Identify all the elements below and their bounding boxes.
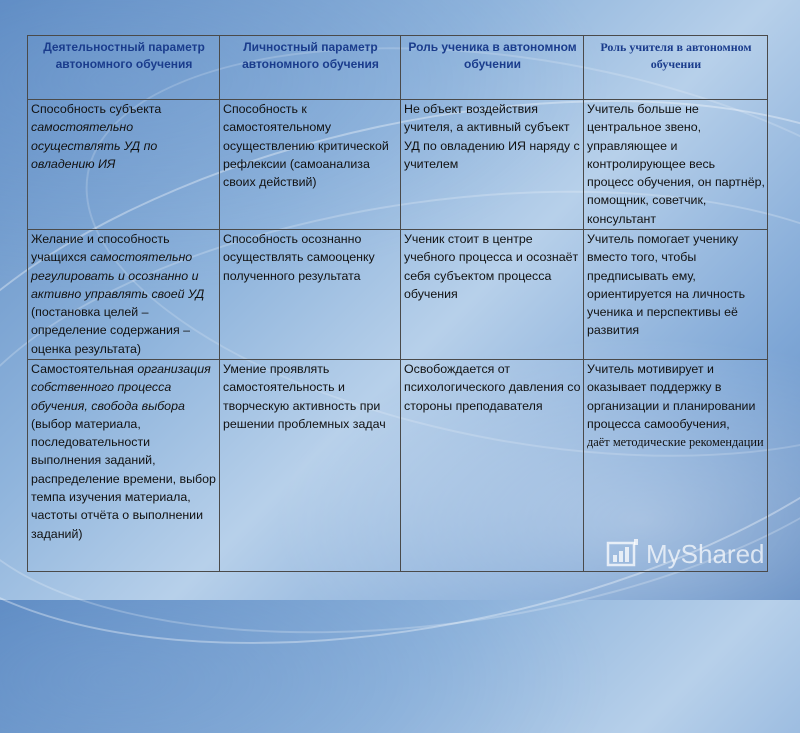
comparison-table (27, 35, 768, 572)
table-row (28, 100, 768, 230)
cell-text: Способность субъекта (31, 102, 162, 116)
cell-personal: Способность к самостоятельному осуществлению критической рефлексии (самоанализа своих действий) (220, 100, 401, 230)
cell-personal: Умение проявлять самостоятельность и творческую активность при решении проблемных задач (220, 360, 401, 572)
cell-teacher-role (584, 230, 768, 360)
header-student-role: Роль ученика в автономном обучении (401, 36, 584, 100)
header-personal-parameter: Личностный параметр автономного обучения (220, 36, 401, 100)
cell-text-italic: самостоятельно осуществлять УД по овладению ИЯ (31, 120, 158, 171)
watermark (606, 536, 765, 572)
cell-student-role: Освобождается от психологического давления со стороны преподавателя (401, 360, 584, 572)
cell-personal: Способность осознанно осуществлять самооценку полученного результата (220, 230, 401, 360)
table-header-row (28, 36, 768, 100)
cell-text: Самостоятельная (31, 362, 138, 376)
cell-student-role: Не объект воздействия учителя, а активный субъект УД по овладению ИЯ наряду с учителем (401, 100, 584, 230)
table-row (28, 230, 768, 360)
cell-text: (постановка целей – определение содержания – оценка результата) (31, 305, 190, 356)
cell-text: (выбор материала, последовательности выполнения заданий, распределение времени, выбор темпа изучения материала, частоты отчёта о выполнении заданий) (31, 416, 216, 541)
cell-text-serif: даёт методические рекомендации (587, 435, 764, 450)
cell-text-italic: самостоятельно регулировать и осознанно и активно управлять своей УД (31, 250, 205, 301)
cell-text: Желание и способность учащихся (31, 232, 170, 265)
cell-activity (28, 360, 220, 572)
header-teacher-role: Роль учителя в автономном обучении (584, 36, 768, 100)
cell-text: Учитель больше не центральное звено, управляющее и контролирующее весь процесс обучения, он партнёр, помощник, советчик, консультант (587, 102, 765, 226)
cell-activity (28, 230, 220, 360)
cell-activity (28, 100, 220, 230)
cell-text: Учитель помогает ученику вместо того, чтобы предписывать ему, ориентируется на личность ученика и перспективы её развития (587, 232, 746, 338)
cell-text: Учитель мотивирует и оказывает поддержку в организации и планировании процесса самообучения, (587, 362, 756, 431)
cell-student-role: Ученик стоит в центре учебного процесса и осознаёт себя субъектом процесса обучения (401, 230, 584, 360)
header-activity-parameter: Деятельностный параметр автономного обучения (28, 36, 220, 100)
cell-text-italic: организация собственного процесса обучения, свобода выбора (31, 362, 211, 413)
watermark-text: MyShared (646, 538, 765, 569)
chart-logo-icon (606, 537, 640, 571)
cell-teacher-role (584, 100, 768, 230)
